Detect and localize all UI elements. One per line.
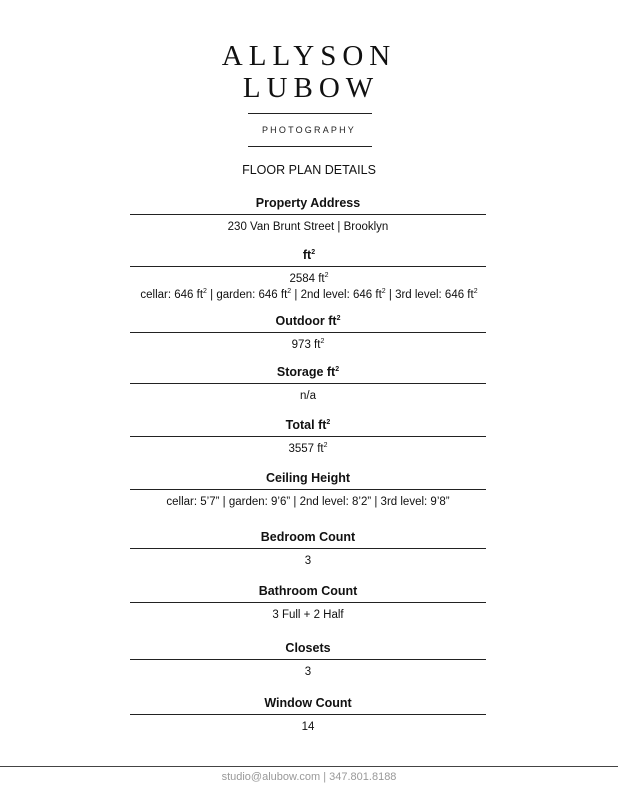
section-outdoor [130, 313, 486, 353]
footer-divider [0, 766, 618, 767]
section-label: Total $ft^2$ [285, 418, 331, 432]
section-divider [130, 548, 486, 549]
section-value: 230 Van Brunt Street | Brooklyn [227, 221, 389, 233]
document-title: FLOOR PLAN DETAILS [242, 163, 376, 177]
section-property-address [130, 195, 486, 235]
section-label: Property Address [255, 196, 361, 210]
section-label: Ceiling Height [265, 471, 351, 485]
section-value: n/a [300, 390, 316, 402]
section-window-count [130, 695, 486, 735]
logo-divider-bottom [248, 146, 372, 147]
section-divider [130, 332, 486, 333]
section-value: 14 [301, 721, 315, 733]
logo-name-last: LUBOW [242, 72, 380, 104]
section-value: 973 $ft^2$ [291, 338, 325, 351]
section-value: 3 [304, 666, 312, 678]
section-label: Window Count [264, 696, 352, 710]
logo-tagline: PHOTOGRAPHY [261, 125, 357, 135]
section-square-footage [100, 247, 518, 303]
section-label: Storage $ft^2$ [276, 365, 340, 379]
section-bathroom-count [130, 583, 486, 623]
section-label: Bathroom Count [258, 584, 358, 598]
section-label: Outdoor $ft^2$ [275, 314, 341, 328]
section-total [130, 417, 486, 457]
section-storage [130, 364, 486, 404]
section-value-breakdown: cellar: 646 $ft^2$ | garden: 646 $ft^2$ | 2nd level: 646 $ft^2$ | 3rd level: 646 $ft^2$ [140, 288, 478, 301]
logo-divider-top [248, 113, 372, 114]
section-closets [130, 640, 486, 680]
footer-contact: studio@alubow.com | 347.801.8188 [221, 771, 397, 783]
section-divider [130, 659, 486, 660]
section-divider [130, 714, 486, 715]
section-divider [130, 436, 486, 437]
section-divider [130, 602, 486, 603]
section-value-total: 2584 $ft^2$ [289, 272, 329, 285]
section-value: 3 Full + 2 Half [272, 609, 344, 621]
section-label: Bedroom Count [260, 530, 356, 544]
section-divider [130, 214, 486, 215]
section-value: 3 [304, 555, 312, 567]
section-divider [130, 489, 486, 490]
section-bedroom-count [130, 529, 486, 569]
section-label: $ft^2$ [302, 248, 316, 262]
section-divider [130, 383, 486, 384]
section-ceiling-height [130, 470, 486, 510]
section-value: cellar: 5’7” | garden: 9’6” | 2nd level: 8’2” | 3rd level: 9’8” [166, 496, 450, 508]
section-divider [130, 266, 486, 267]
logo-name-first: ALLYSON [221, 40, 397, 72]
section-value: 3557 $ft^2$ [288, 442, 328, 455]
section-label: Closets [285, 641, 331, 655]
